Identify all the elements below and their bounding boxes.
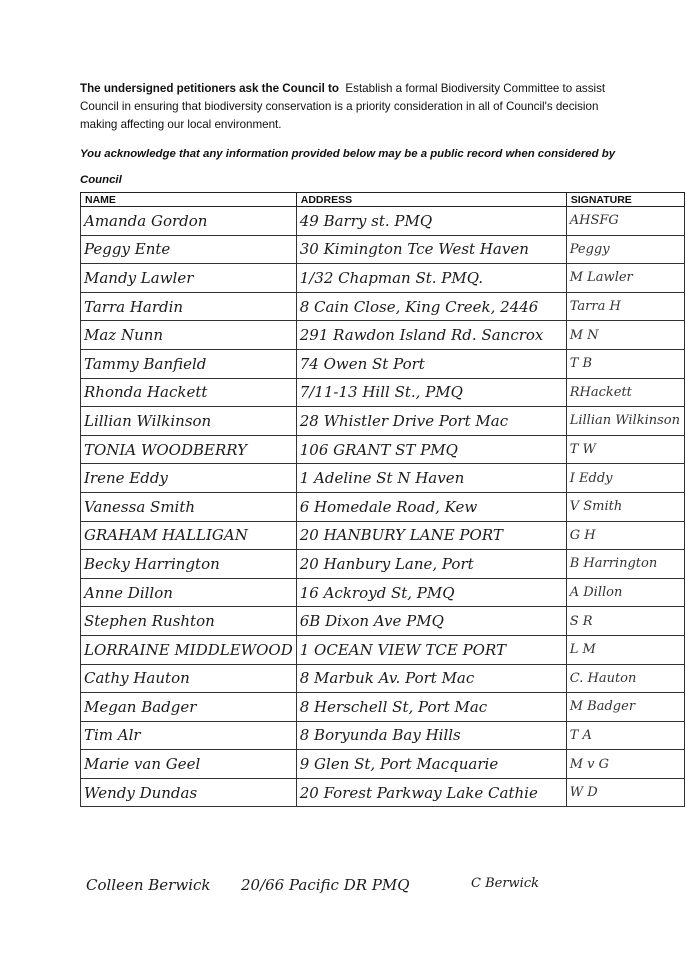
extra-entry-row bbox=[86, 876, 686, 900]
signature-cell: Peggy bbox=[566, 235, 684, 264]
signature-cell: Tarra H bbox=[566, 292, 684, 321]
table-row bbox=[81, 578, 685, 607]
signature-cell: C. Hauton bbox=[566, 664, 684, 693]
signature-cell: M v G bbox=[566, 750, 684, 779]
table-row bbox=[81, 778, 685, 807]
table-row bbox=[81, 550, 685, 579]
name-cell: Tarra Hardin bbox=[81, 292, 297, 321]
header-name: NAME bbox=[81, 193, 297, 207]
signature-cell: T B bbox=[566, 349, 684, 378]
signature-cell: Lillian Wilkinson bbox=[566, 407, 684, 436]
table-row bbox=[81, 635, 685, 664]
name-cell: Mandy Lawler bbox=[81, 264, 297, 293]
petition-table bbox=[80, 192, 685, 807]
table-row bbox=[81, 521, 685, 550]
name-cell: Marie van Geel bbox=[81, 750, 297, 779]
signature-cell: AHSFG bbox=[566, 207, 684, 236]
address-cell: 7/11-13 Hill St., PMQ bbox=[296, 378, 566, 407]
address-cell: 74 Owen St Port bbox=[296, 349, 566, 378]
table-row bbox=[81, 721, 685, 750]
header-address: ADDRESS bbox=[296, 193, 566, 207]
name-cell: Tammy Banfield bbox=[81, 349, 297, 378]
address-cell: 8 Cain Close, King Creek, 2446 bbox=[296, 292, 566, 321]
address-cell: 1 Adeline St N Haven bbox=[296, 464, 566, 493]
signature-cell: W D bbox=[566, 778, 684, 807]
extra-signature: C Berwick bbox=[471, 876, 539, 891]
signature-cell: M Lawler bbox=[566, 264, 684, 293]
address-cell: 30 Kimington Tce West Haven bbox=[296, 235, 566, 264]
table-row bbox=[81, 407, 685, 436]
name-cell: LORRAINE MIDDLEWOOD bbox=[81, 635, 297, 664]
address-cell: 16 Ackroyd St, PMQ bbox=[296, 578, 566, 607]
table-row bbox=[81, 607, 685, 636]
signature-cell: B Harrington bbox=[566, 550, 684, 579]
table-row bbox=[81, 435, 685, 464]
table-row bbox=[81, 464, 685, 493]
extra-name: Colleen Berwick bbox=[86, 876, 211, 894]
name-cell: TONIA WOODBERRY bbox=[81, 435, 297, 464]
name-cell: Vanessa Smith bbox=[81, 492, 297, 521]
name-cell: Rhonda Hackett bbox=[81, 378, 297, 407]
table-row bbox=[81, 693, 685, 722]
signature-cell: V Smith bbox=[566, 492, 684, 521]
table-body bbox=[81, 207, 685, 807]
extra-address: 20/66 Pacific DR PMQ bbox=[241, 876, 410, 894]
address-cell: 8 Herschell St, Port Mac bbox=[296, 693, 566, 722]
address-cell: 8 Boryunda Bay Hills bbox=[296, 721, 566, 750]
name-cell: Peggy Ente bbox=[81, 235, 297, 264]
table-row bbox=[81, 207, 685, 236]
table-row bbox=[81, 750, 685, 779]
name-cell: GRAHAM HALLIGAN bbox=[81, 521, 297, 550]
address-cell: 6 Homedale Road, Kew bbox=[296, 492, 566, 521]
signature-cell: S R bbox=[566, 607, 684, 636]
address-cell: 28 Whistler Drive Port Mac bbox=[296, 407, 566, 436]
signature-cell: M N bbox=[566, 321, 684, 350]
name-cell: Lillian Wilkinson bbox=[81, 407, 297, 436]
address-cell: 1 OCEAN VIEW TCE PORT bbox=[296, 635, 566, 664]
signature-cell: G H bbox=[566, 521, 684, 550]
table-row bbox=[81, 292, 685, 321]
table-row bbox=[81, 492, 685, 521]
signature-cell: T A bbox=[566, 721, 684, 750]
name-cell: Becky Harrington bbox=[81, 550, 297, 579]
table-row bbox=[81, 664, 685, 693]
signature-cell: A Dillon bbox=[566, 578, 684, 607]
name-cell: Wendy Dundas bbox=[81, 778, 297, 807]
name-cell: Stephen Rushton bbox=[81, 607, 297, 636]
signature-cell: T W bbox=[566, 435, 684, 464]
signature-cell: M Badger bbox=[566, 693, 684, 722]
name-cell: Maz Nunn bbox=[81, 321, 297, 350]
signature-cell: I Eddy bbox=[566, 464, 684, 493]
acknowledgement-text: You acknowledge that any information provided below may be a public record when considered by Council bbox=[80, 148, 616, 186]
intro-text: Establish a formal Biodiversity Committee to assist Council in ensuring that biodiversity conservation is a priority consideration in all of Council's decision making affecting our local environment. bbox=[80, 82, 606, 131]
address-cell: 9 Glen St, Port Macquarie bbox=[296, 750, 566, 779]
table-row bbox=[81, 264, 685, 293]
address-cell: 20 Forest Parkway Lake Cathie bbox=[296, 778, 566, 807]
table-header-row bbox=[81, 193, 685, 207]
address-cell: 106 GRANT ST PMQ bbox=[296, 435, 566, 464]
name-cell: Irene Eddy bbox=[81, 464, 297, 493]
intro-bold-lead: The undersigned petitioners ask the Council to bbox=[80, 82, 339, 95]
table-row bbox=[81, 378, 685, 407]
name-cell: Tim Alr bbox=[81, 721, 297, 750]
address-cell: 20 Hanbury Lane, Port bbox=[296, 550, 566, 579]
table-row bbox=[81, 321, 685, 350]
name-cell: Anne Dillon bbox=[81, 578, 297, 607]
signature-cell: L M bbox=[566, 635, 684, 664]
name-cell: Cathy Hauton bbox=[81, 664, 297, 693]
address-cell: 291 Rawdon Island Rd. Sancrox bbox=[296, 321, 566, 350]
table-row bbox=[81, 349, 685, 378]
petition-intro bbox=[80, 80, 620, 134]
header-signature: SIGNATURE bbox=[566, 193, 684, 207]
address-cell: 8 Marbuk Av. Port Mac bbox=[296, 664, 566, 693]
address-cell: 49 Barry st. PMQ bbox=[296, 207, 566, 236]
signature-cell: RHackett bbox=[566, 378, 684, 407]
address-cell: 6B Dixon Ave PMQ bbox=[296, 607, 566, 636]
name-cell: Megan Badger bbox=[81, 693, 297, 722]
name-cell: Amanda Gordon bbox=[81, 207, 297, 236]
address-cell: 20 HANBURY LANE PORT bbox=[296, 521, 566, 550]
table-row bbox=[81, 235, 685, 264]
address-cell: 1/32 Chapman St. PMQ. bbox=[296, 264, 566, 293]
